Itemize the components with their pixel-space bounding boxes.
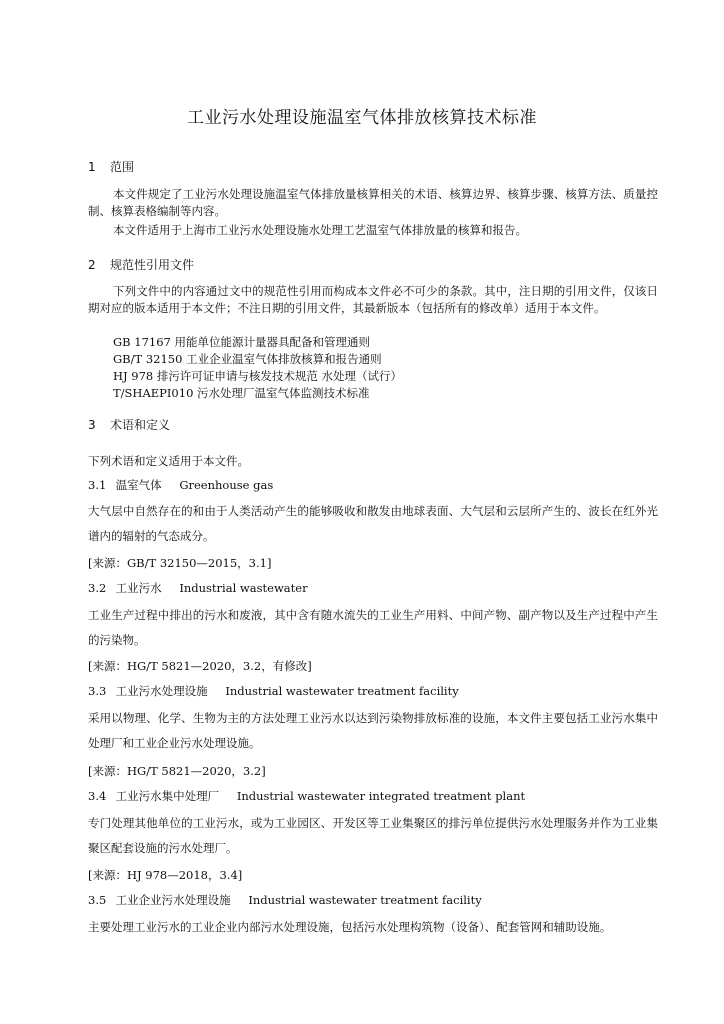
term-number: 3.1 <box>88 478 107 492</box>
term-english: Industrial wastewater treatment facility <box>248 893 482 907</box>
term-number: 3.3 <box>88 684 107 698</box>
term-number: 3.4 <box>88 789 107 803</box>
section-3-title: 术语和定义 <box>110 418 171 432</box>
term-definition: 主要处理工业污水的工业企业内部污水处理设施，包括污水处理构筑物（设备）、配套管网和辅助设施。 <box>88 920 612 934</box>
term-definition: 采用以物理、化学、生物为主的方法处理工业污水以达到污染物排放标准的设施，本文件主要包括工业污水集中处理厂和工业企业污水处理设施。 <box>88 711 658 750</box>
term-3-4-heading <box>88 788 525 805</box>
term-definition: 工业生产过程中排出的污水和废液，其中含有随水流失的工业生产用料、中间产物、副产物以及生产过程中产生的污染物。 <box>88 608 658 647</box>
term-chinese: 工业污水 <box>115 581 162 595</box>
section-1-title: 范围 <box>110 160 135 174</box>
term-source: [来源：HG/T 5821—2020，3.2，有修改] <box>88 659 312 673</box>
section-1-number: 1 <box>88 160 96 174</box>
term-english: Industrial wastewater integrated treatment plant <box>236 789 526 803</box>
reference-item: HJ 978 排污许可证申请与核发技术规范 水处理（试行） <box>113 369 403 383</box>
section-1-paragraph-1: 本文件规定了工业污水处理设施温室气体排放量核算相关的术语、核算边界、核算步骤、核算方法、质量控制、核算表格编制等内容。 <box>88 187 658 218</box>
term-number: 3.5 <box>88 893 107 907</box>
term-number: 3.2 <box>88 581 107 595</box>
term-3-1-heading <box>88 477 273 494</box>
term-english: Industrial wastewater <box>179 581 308 595</box>
term-chinese: 工业污水处理设施 <box>115 684 208 698</box>
term-3-3-heading <box>88 683 459 700</box>
section-3-number: 3 <box>88 418 96 432</box>
document-title: 工业污水处理设施温室气体排放核算技术标准 <box>187 108 537 128</box>
term-definition: 专门处理其他单位的工业污水，或为工业园区、开发区等工业集聚区的排污单位提供污水处理服务并作为工业集聚区配套设施的污水处理厂。 <box>88 816 658 855</box>
section-2-number: 2 <box>88 258 96 272</box>
term-english: Industrial wastewater treatment facility <box>225 684 459 698</box>
term-definition: 大气层中自然存在的和由于人类活动产生的能够吸收和散发由地球表面、大气层和云层所产生的、波长在红外光谱内的辐射的气态成分。 <box>88 504 658 543</box>
term-chinese: 工业企业污水处理设施 <box>115 893 231 907</box>
section-3-heading <box>88 416 170 433</box>
section-1-heading <box>88 158 134 175</box>
reference-item: GB 17167 用能单位能源计量器具配备和管理通则 <box>113 335 371 349</box>
term-source: [来源：GB/T 32150—2015，3.1] <box>88 556 272 570</box>
term-source: [来源：HJ 978—2018，3.4] <box>88 868 243 882</box>
section-2-title: 规范性引用文件 <box>110 258 195 272</box>
term-chinese: 工业污水集中处理厂 <box>115 789 220 803</box>
section-3-intro: 下列术语和定义适用于本文件。 <box>88 454 249 468</box>
section-2-heading <box>88 256 194 273</box>
term-3-5-heading <box>88 892 482 909</box>
term-3-2-heading <box>88 580 308 597</box>
section-1-paragraph-2: 本文件适用于上海市工业污水处理设施水处理工艺温室气体排放量的核算和报告。 <box>113 223 527 237</box>
term-english: Greenhouse gas <box>179 478 274 492</box>
term-source: [来源：HG/T 5821—2020，3.2] <box>88 764 266 778</box>
reference-item: T/SHAEPI010 污水处理厂温室气体监测技术标准 <box>113 386 370 400</box>
section-2-paragraph-1: 下列文件中的内容通过文中的规范性引用而构成本文件必不可少的条款。其中，注日期的引用文件，仅该日期对应的版本适用于本文件；不注日期的引用文件，其最新版本（包括所有的修改单）适用于本文件。 <box>88 284 658 315</box>
term-chinese: 温室气体 <box>115 478 162 492</box>
reference-item: GB/T 32150 工业企业温室气体排放核算和报告通则 <box>113 352 382 366</box>
